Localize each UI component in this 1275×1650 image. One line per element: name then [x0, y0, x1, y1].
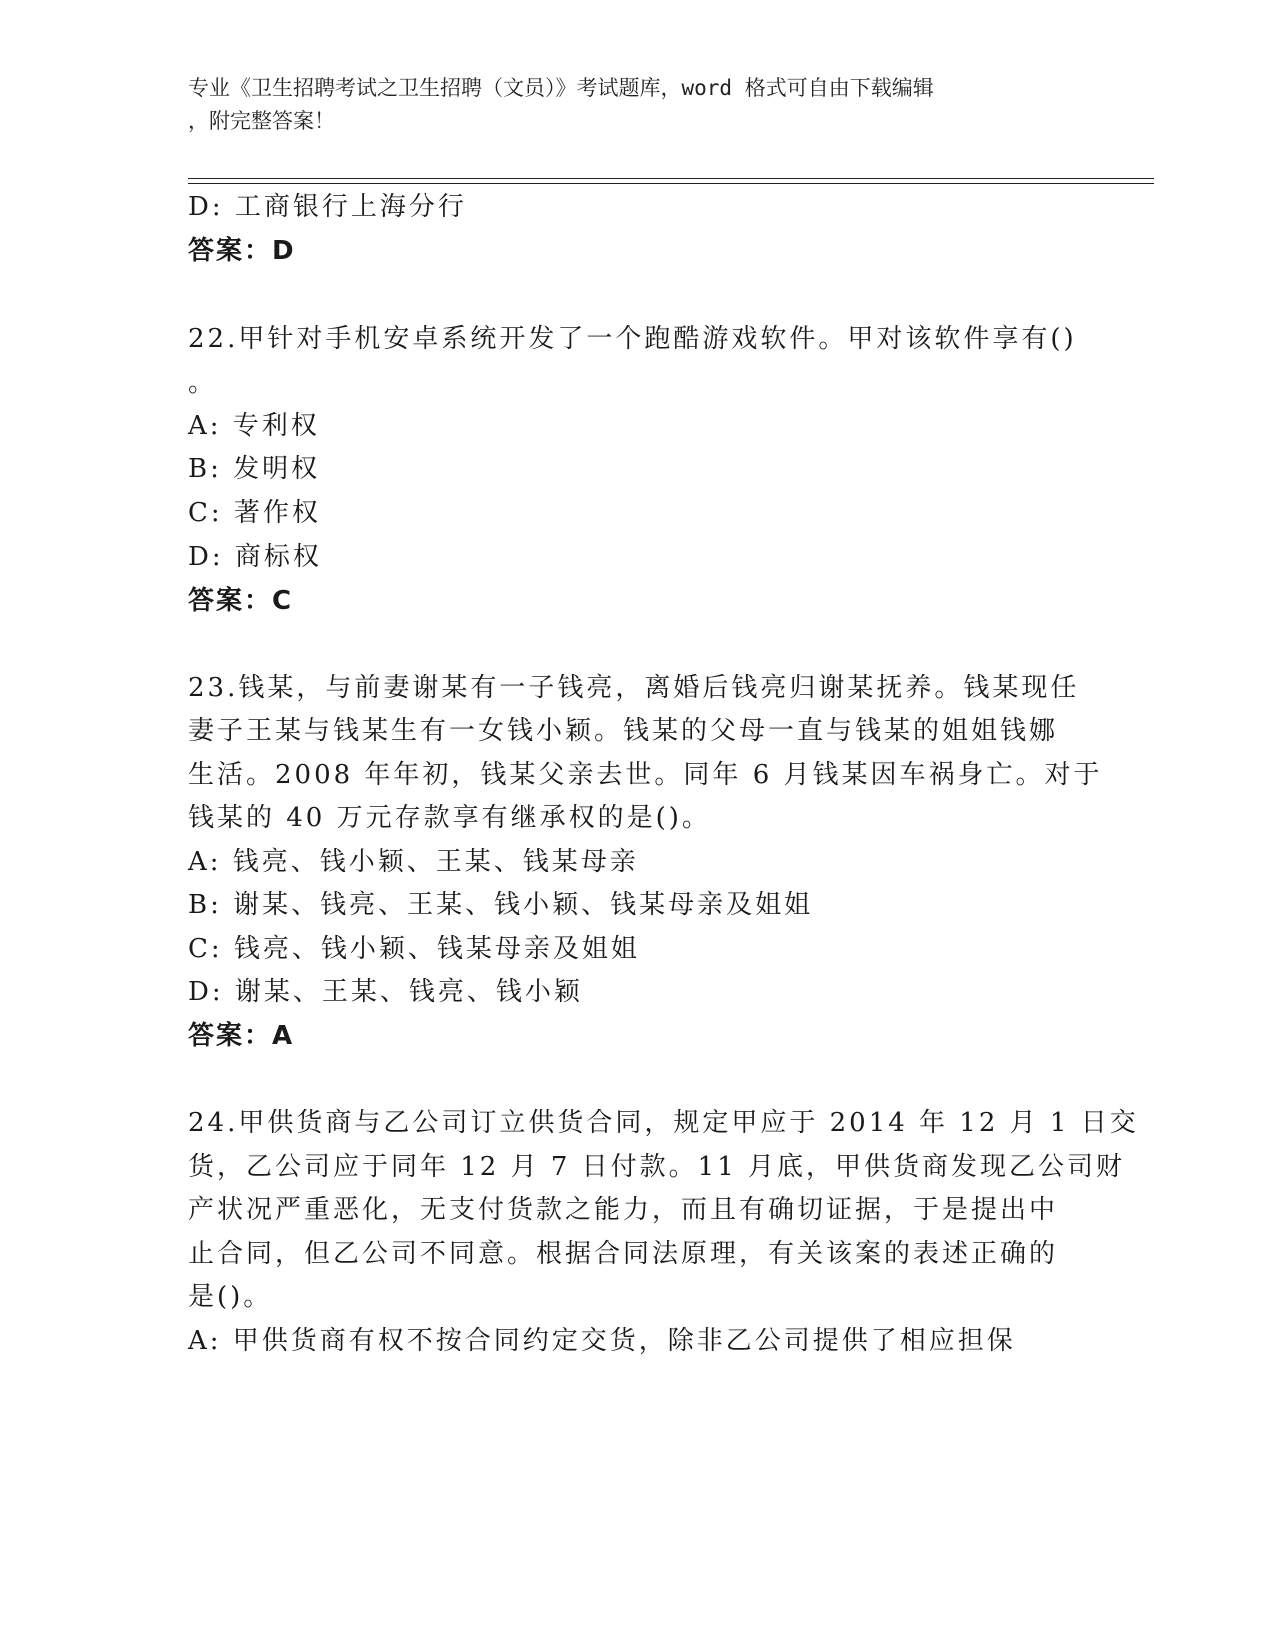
- header-line-2: ，附完整答案！: [188, 109, 335, 133]
- prev-answer: 答案：D: [188, 236, 296, 266]
- q24-stem-line-3: 产状况严重恶化，无支付货款之能力，而且有确切证据，于是提出中: [188, 1195, 1059, 1225]
- q23-stem-line-4: 钱某的 40 万元存款享有继承权的是()。: [188, 803, 711, 833]
- q23-stem-line-2: 妻子王某与钱某生有一女钱小颖。钱某的父母一直与钱某的姐姐钱娜: [188, 716, 1059, 746]
- q24-option-a: A: 甲供货商有权不按合同约定交货，除非乙公司提供了相应担保: [188, 1326, 1016, 1356]
- header-line-1: 专业《卫生招聘考试之卫生招聘（文员）》考试题库，word 格式可自由下载编辑: [188, 76, 934, 100]
- q23-stem-line-3: 生活。2008 年年初，钱某父亲去世。同年 6 月钱某因车祸身亡。对于: [188, 760, 1103, 790]
- q23-option-c: C: 钱亮、钱小颖、钱某母亲及姐姐: [188, 934, 640, 964]
- q23-stem-line-1: 23.钱某，与前妻谢某有一子钱亮，离婚后钱亮归谢某抚养。钱某现任: [188, 673, 1080, 703]
- header-divider-bottom: [188, 183, 1154, 184]
- q22-stem-line-2: 。: [188, 368, 218, 398]
- prev-option-d: D: 工商银行上海分行: [188, 192, 467, 222]
- q22-option-b: B: 发明权: [188, 454, 321, 484]
- q22-option-d: D: 商标权: [188, 542, 322, 572]
- q24-stem-line-2: 货，乙公司应于同年 12 月 7 日付款。11 月底，甲供货商发现乙公司财: [188, 1152, 1126, 1182]
- q24-stem-line-5: 是()。: [188, 1282, 273, 1312]
- q22-stem-line-1: 22.甲针对手机安卓系统开发了一个跑酷游戏软件。甲对该软件享有(): [188, 324, 1077, 354]
- q23-option-d: D: 谢某、王某、钱亮、钱小颖: [188, 977, 583, 1007]
- q24-stem-line-1: 24.甲供货商与乙公司订立供货合同，规定甲应于 2014 年 12 月 1 日交: [188, 1108, 1139, 1138]
- header-divider-top: [188, 178, 1154, 179]
- q22-option-a: A: 专利权: [188, 411, 320, 441]
- q23-option-b: B: 谢某、钱亮、王某、钱小颖、钱某母亲及姐姐: [188, 890, 814, 920]
- document-header: [188, 72, 1068, 138]
- q23-answer: 答案：A: [188, 1021, 295, 1051]
- q23-option-a: A: 钱亮、钱小颖、王某、钱某母亲: [188, 847, 639, 877]
- q22-option-c: C: 著作权: [188, 498, 321, 528]
- q22-answer: 答案：C: [188, 586, 294, 616]
- q24-stem-line-4: 止合同，但乙公司不同意。根据合同法原理，有关该案的表述正确的: [188, 1239, 1059, 1269]
